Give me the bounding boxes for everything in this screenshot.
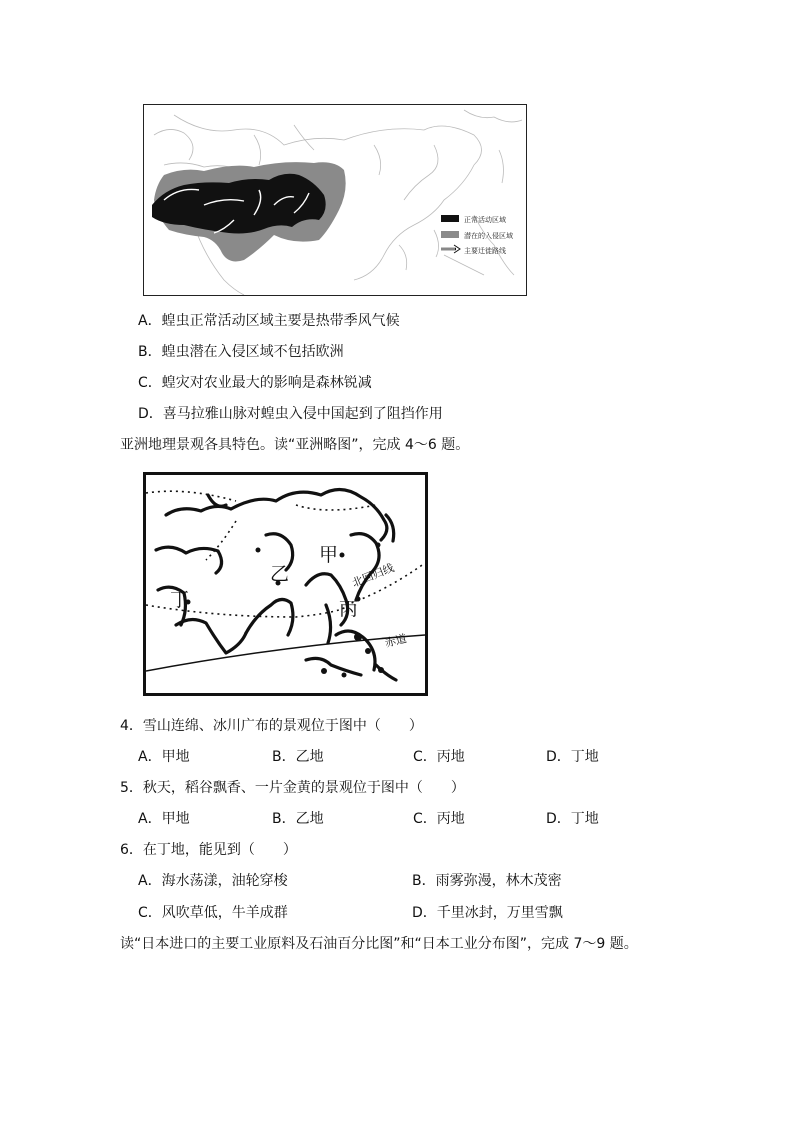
q5-stem: 5．秋天，稻谷飘香、一片金黄的景观位于图中（ ） <box>120 780 465 796</box>
q4-option-c: C．丙地 <box>413 749 465 765</box>
asia-map-drawing <box>146 475 425 693</box>
asia-sketch-map <box>143 472 428 696</box>
map-legend <box>441 215 513 255</box>
q4-option-b: B．乙地 <box>272 749 324 765</box>
locust-distribution-map <box>143 104 527 296</box>
q5-option-d: D．丁地 <box>546 811 599 827</box>
q4-option-d: D．丁地 <box>546 749 599 765</box>
legend-potential-label: 潜在的入侵区域 <box>464 232 513 240</box>
q3-option-d: D．喜马拉雅山脉对蝗虫入侵中国起到了阻挡作用 <box>138 406 443 422</box>
q5-option-c: C．丙地 <box>413 811 465 827</box>
q6-option-b: B．雨雾弥漫，林木茂密 <box>412 873 562 889</box>
q6-stem: 6．在丁地，能见到（ ） <box>120 842 297 858</box>
q6-option-d: D．千里冰封，万里雪飘 <box>412 905 563 921</box>
label-tropic-of-cancer: 北回归线 <box>350 561 396 590</box>
label-bing: 丙 <box>339 598 359 620</box>
q3-option-a: A．蝗虫正常活动区域主要是热带季风气候 <box>138 313 400 329</box>
q6-option-c: C．风吹草低，牛羊成群 <box>138 905 288 921</box>
japan-section-intro: 读“日本进口的主要工业原料及石油百分比图”和“日本工业分布图”，完成 7～9 题。 <box>120 936 638 952</box>
q4-stem: 4．雪山连绵、冰川广布的景观位于图中（ ） <box>120 718 423 734</box>
label-ding: 丁 <box>170 589 190 611</box>
q5-option-b: B．乙地 <box>272 811 324 827</box>
legend-normal-label: 正常活动区域 <box>464 216 506 224</box>
label-jia: 甲 <box>319 544 339 566</box>
locust-map-drawing <box>144 105 527 296</box>
label-yi: 乙 <box>270 563 290 585</box>
q4-option-a: A．甲地 <box>138 749 190 765</box>
legend-route-label: 主要迁徙路线 <box>464 247 506 255</box>
q3-option-c: C．蝗灾对农业最大的影响是森林锐减 <box>138 375 372 391</box>
q6-option-a: A．海水荡漾，油轮穿梭 <box>138 873 288 889</box>
label-equator: 赤道 <box>383 631 409 650</box>
asia-section-intro: 亚洲地理景观各具特色。读“亚洲略图”，完成 4～6 题。 <box>120 437 470 453</box>
q5-option-a: A．甲地 <box>138 811 190 827</box>
q3-option-b: B．蝗虫潜在入侵区域不包括欧洲 <box>138 344 344 360</box>
